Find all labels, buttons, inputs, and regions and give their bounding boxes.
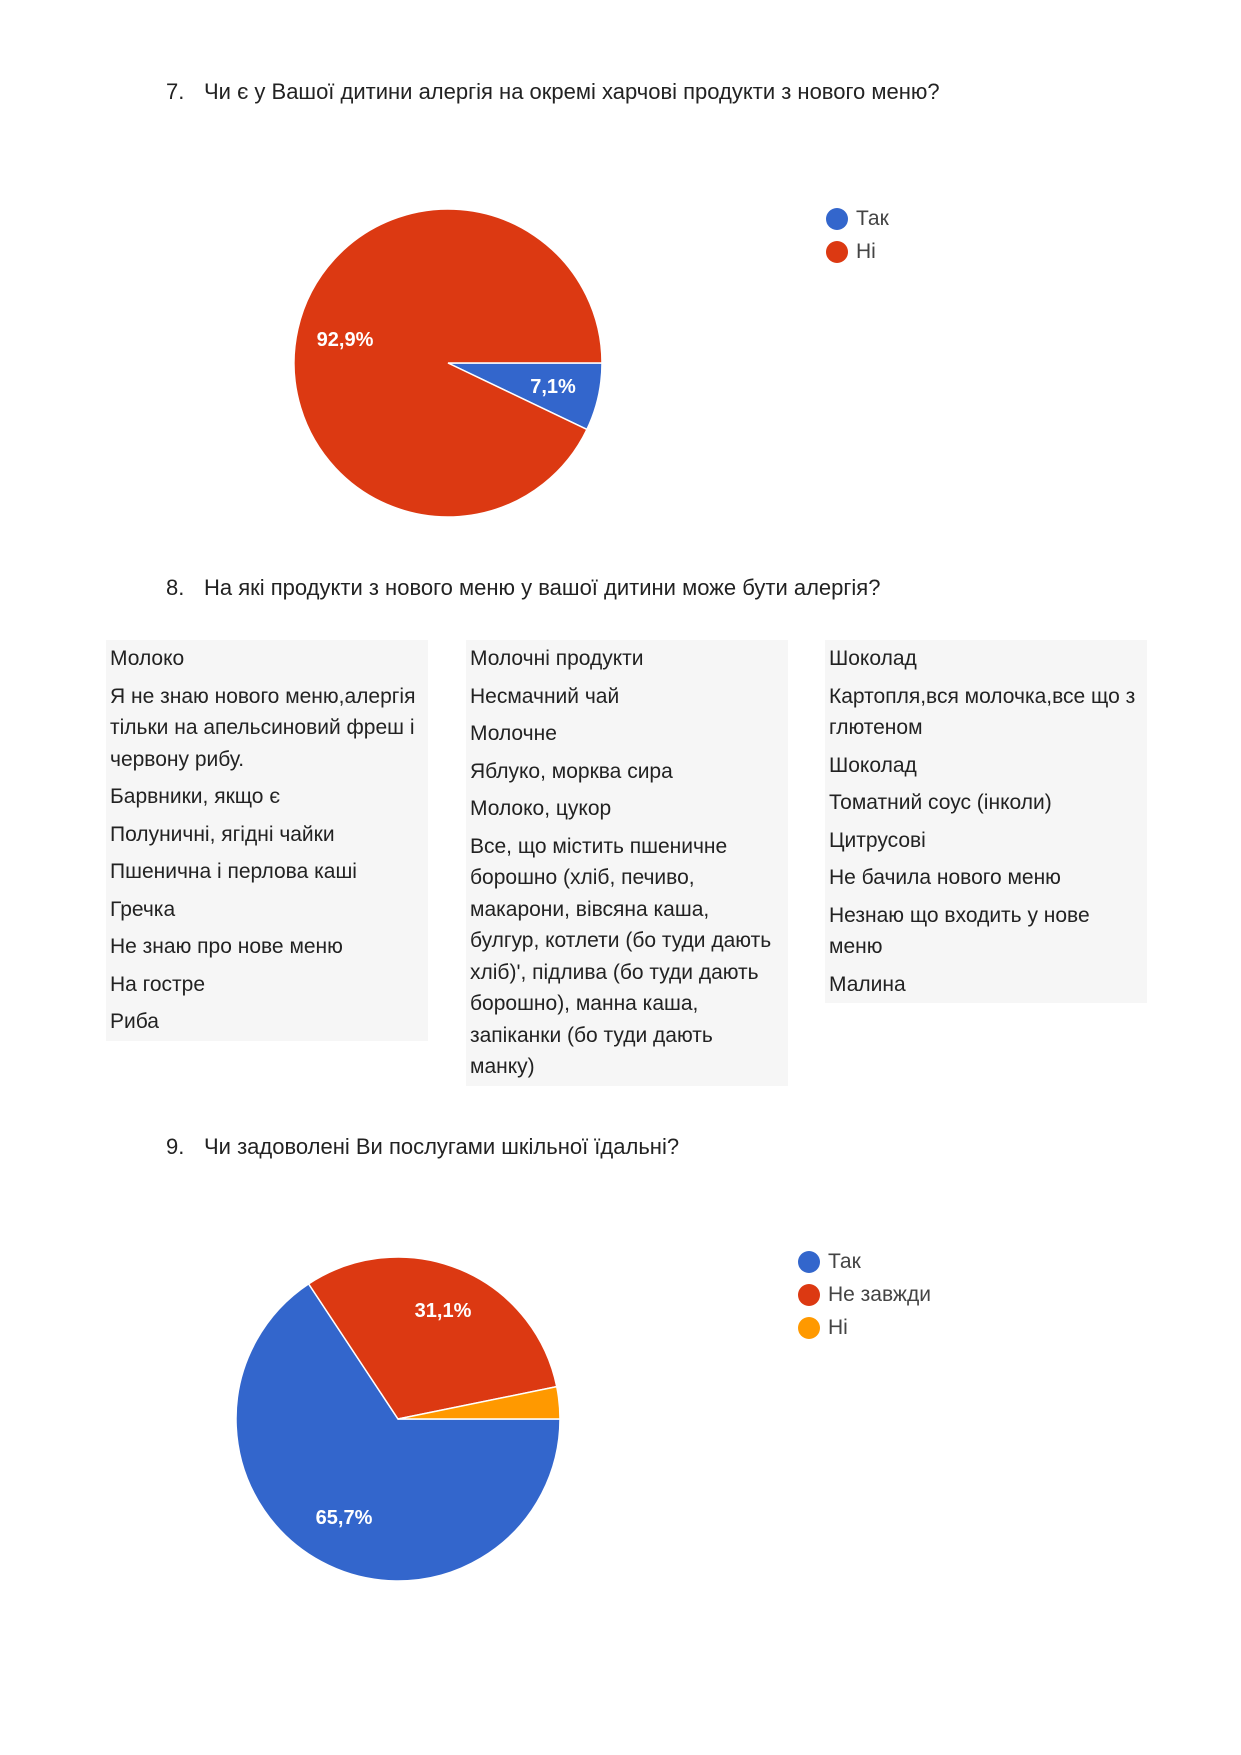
response-item: Барвники, якщо є <box>110 785 281 808</box>
response-item: Я не знаю нового меню,алергія тільки на апельсиновий фреш і червону рибу. <box>110 684 416 771</box>
legend-item-no <box>798 1311 931 1344</box>
pie-slice-2 <box>294 209 602 517</box>
response-item: Цитрусові <box>829 828 926 852</box>
response-item: Молочні продукти <box>470 647 644 670</box>
question-8-number: 8. <box>166 575 185 600</box>
response-item: Молоко <box>110 647 185 670</box>
question-7-number: 7. <box>166 79 185 104</box>
legend-swatch-yes <box>826 208 848 230</box>
response-item: Молоко, цукор <box>470 797 612 820</box>
response-item: Не бачила нового меню <box>829 866 1061 889</box>
legend-item-yes <box>798 1245 931 1278</box>
legend-label-not-always: Не завжди <box>828 1282 931 1306</box>
response-item: Томатний соус (інколи) <box>829 791 1052 814</box>
slice-data-label-1: 65,7% <box>315 1507 373 1529</box>
responses-column-2 <box>466 640 788 1086</box>
question-8-title <box>166 575 880 601</box>
response-item: Яблуко, морква сира <box>470 759 673 783</box>
question-7-text: Чи є у Вашої дитини алергія на окремі харчові продукти з нового меню? <box>204 79 940 104</box>
legend-item-not-always <box>798 1278 931 1311</box>
response-item: Незнаю що входить у нове меню <box>829 903 1090 958</box>
legend-label-yes: Так <box>856 206 889 230</box>
response-item: На гостре <box>110 972 206 996</box>
response-item: Шоколад <box>829 753 917 777</box>
response-item: Пшенична і перлова каші <box>110 860 357 883</box>
legend-label-yes: Так <box>828 1249 861 1273</box>
slice-data-label-1: 7,1% <box>530 376 576 398</box>
response-item: Полуничні, ягідні чайки <box>110 822 335 846</box>
response-item: Шоколад <box>829 647 917 670</box>
legend-label-no: Ні <box>828 1315 848 1339</box>
response-item: Гречка <box>110 897 176 921</box>
response-item: Несмачний чай <box>470 684 620 708</box>
legend-item-no <box>826 235 889 268</box>
legend-swatch-yes <box>798 1251 820 1273</box>
legend-swatch-no <box>798 1317 820 1339</box>
pie-chart-satisfaction <box>0 1200 1241 1620</box>
responses-column-3 <box>825 640 1147 1003</box>
pie-chart-allergy <box>0 0 1241 520</box>
question-9-title <box>166 1134 679 1160</box>
legend-label-no: Ні <box>856 239 876 263</box>
legend-swatch-no <box>826 241 848 263</box>
question-8-text: На які продукти з нового меню у вашої дитини може бути алергія? <box>204 575 881 600</box>
response-item: Не знаю про нове меню <box>110 935 343 958</box>
legend-allergy <box>826 202 889 268</box>
response-item: Малина <box>829 972 906 996</box>
response-item: Риба <box>110 1010 159 1033</box>
response-item: Картопля,вся молочка,все що з глютеном <box>829 684 1136 739</box>
response-item: Все, що містить пшеничне борошно (хліб, печиво, макарони, вівсяна каша, булгур, котлети (бо туди дають хліб)', підлива (бо туди дають борошно), манна каша, запіканки (бо туди дають манку) <box>470 834 772 1078</box>
legend-swatch-not-always <box>798 1284 820 1306</box>
question-9-number: 9. <box>166 1134 185 1159</box>
legend-item-yes <box>826 202 889 235</box>
question-9-text: Чи задоволені Ви послугами шкільної їдальні? <box>204 1134 680 1159</box>
slice-data-label-2: 31,1% <box>414 1300 472 1322</box>
response-item: Молочне <box>470 722 557 745</box>
slice-data-label-2: 92,9% <box>316 329 374 351</box>
responses-column-1 <box>106 640 428 1041</box>
legend-satisfaction <box>798 1245 931 1344</box>
